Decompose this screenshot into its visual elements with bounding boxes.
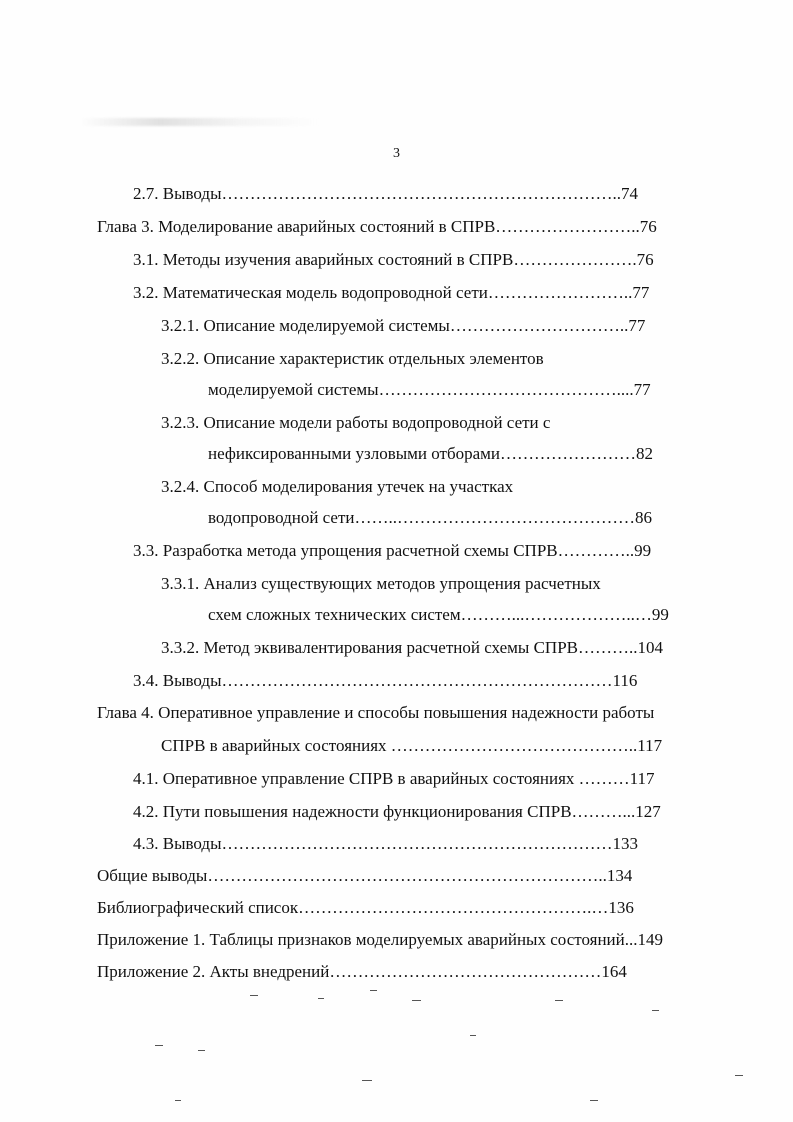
toc-entry-3-2-1: 3.2.1. Описание моделируемой системы…………………………..77: [161, 316, 646, 335]
scan-mark: [652, 1010, 659, 1011]
toc-entry-chapter-4: Глава 4. Оперативное управление и способы повышения надежности работы: [97, 703, 655, 722]
toc-entry-4-2: 4.2. Пути повышения надежности функционирования СПРВ………...127: [133, 802, 661, 821]
scan-mark: [590, 1100, 598, 1101]
toc-entry-3-2-3: 3.2.3. Описание модели работы водопроводной сети с: [161, 413, 551, 432]
scan-mark: [318, 998, 324, 999]
toc-entry-2-7: 2.7. Выводы……………………………………………………………..74: [133, 184, 639, 203]
toc-entry-4-3: 4.3. Выводы……………………………………………………………133: [133, 834, 639, 853]
toc-entry-3-3: 3.3. Разработка метода упрощения расчетной схемы СПРВ…………..99: [133, 541, 652, 560]
page-number: 3: [393, 146, 400, 161]
toc-entry-chapter-3: Глава 3. Моделирование аварийных состояний в СПРВ……………………..76: [97, 217, 657, 236]
scan-mark: [370, 990, 377, 991]
toc-entry-appendix-1: Приложение 1. Таблицы признаков моделируемых аварийных состояний...149: [97, 930, 663, 949]
scan-mark: [555, 1000, 563, 1001]
scan-mark: [412, 1000, 421, 1001]
toc-entry-3-2-2: 3.2.2. Описание характеристик отдельных элементов: [161, 349, 544, 368]
scan-mark: [250, 995, 258, 996]
toc-entry-3-3-1-cont: схем сложных технических систем………...………………..…99: [208, 605, 669, 624]
toc-entry-3-2-4-cont: водопроводной сети……..……………………………………86: [208, 508, 653, 527]
toc-entry-3-4: 3.4. Выводы……………………………………………………………116: [133, 671, 638, 690]
toc-entry-chapter-4-cont: СПРВ в аварийных состояниях ……………………………………..117: [161, 736, 663, 755]
scan-mark: [470, 1035, 476, 1036]
toc-entry-bibliography: Библиографический список…………………………………………….…136: [97, 898, 634, 917]
toc-entry-3-2-3-cont: нефиксированными узловыми отборами……………………82: [208, 444, 654, 463]
toc-entry-4-1: 4.1. Оперативное управление СПРВ в аварийных состояниях ………117: [133, 769, 655, 788]
toc-entry-appendix-2: Приложение 2. Акты внедрений…………………………………………164: [97, 962, 627, 981]
toc-entry-conclusions: Общие выводы……………………………………………………………..134: [97, 866, 633, 885]
toc-entry-3-2-4: 3.2.4. Способ моделирования утечек на участках: [161, 477, 514, 496]
scan-artifact: [80, 118, 320, 126]
scan-mark: [155, 1045, 163, 1046]
toc-entry-3-2: 3.2. Математическая модель водопроводной сети……………………..77: [133, 283, 650, 302]
scan-mark: [362, 1080, 372, 1081]
toc-entry-3-3-2: 3.3.2. Метод эквивалентирования расчетной схемы СПРВ………..104: [161, 638, 663, 657]
scan-mark: [198, 1050, 205, 1051]
toc-entry-3-1: 3.1. Методы изучения аварийных состояний в СПРВ………………….76: [133, 250, 654, 269]
scan-mark: [735, 1075, 743, 1076]
toc-entry-3-3-1: 3.3.1. Анализ существующих методов упрощения расчетных: [161, 574, 601, 593]
scan-mark: [175, 1100, 181, 1101]
toc-entry-3-2-2-cont: моделируемой системы……………………………………....77: [208, 380, 651, 399]
